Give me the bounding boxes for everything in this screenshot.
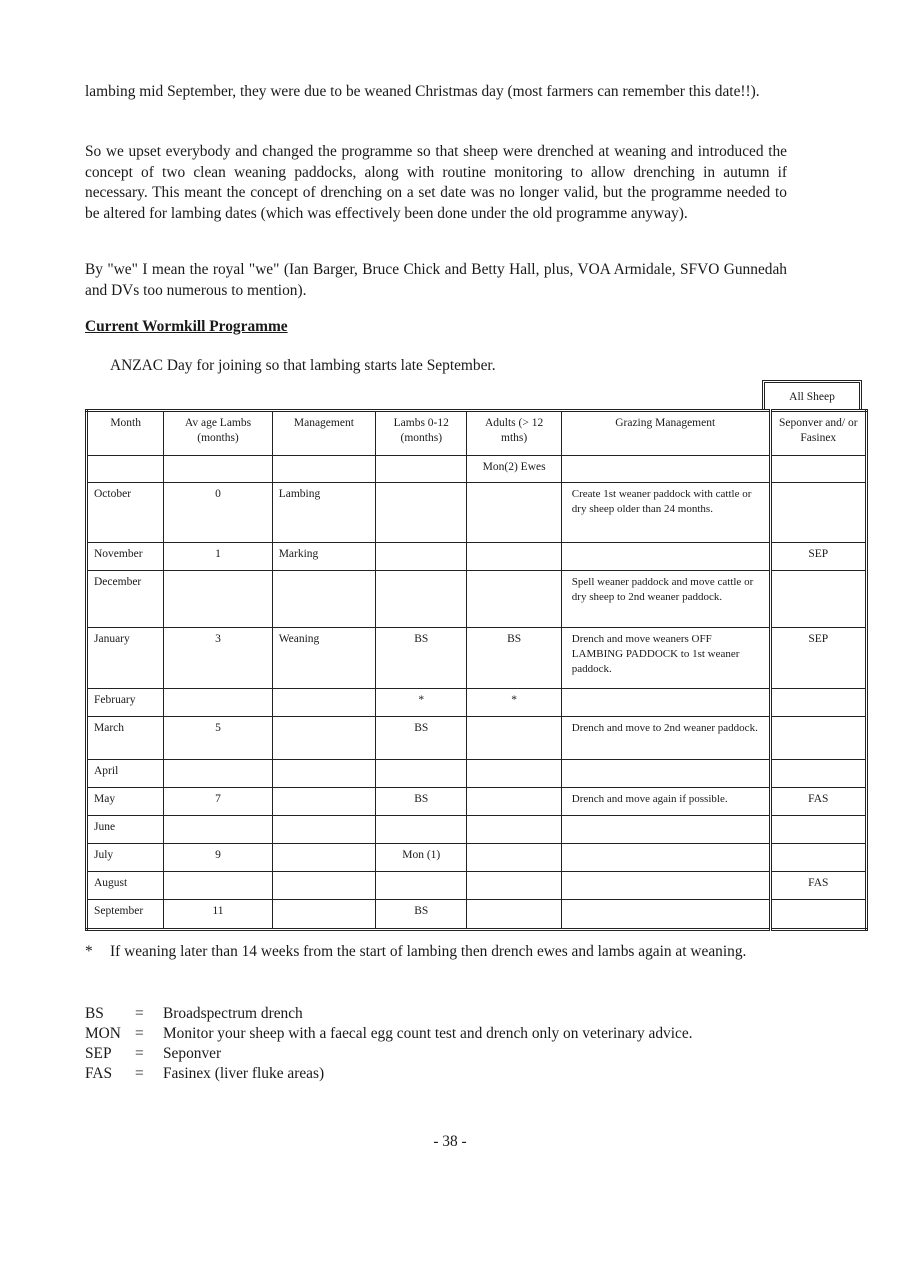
cell-adults	[467, 816, 561, 844]
cell-lambs	[376, 483, 467, 543]
cell-month: December	[87, 571, 164, 628]
legend-description: Fasinex (liver fluke areas)	[163, 1065, 325, 1082]
legend-description: Broadspectrum drench	[163, 1005, 303, 1022]
table-row	[87, 872, 867, 900]
cell-management: Marking	[272, 543, 375, 571]
cell-age: 7	[164, 788, 272, 816]
cell-month: July	[87, 844, 164, 872]
cell-adults	[467, 788, 561, 816]
cell-month: March	[87, 717, 164, 760]
header-management: Management	[272, 411, 375, 456]
table-cell	[770, 456, 866, 483]
cell-grazing	[561, 543, 770, 571]
cell-lambs: Mon (1)	[376, 844, 467, 872]
cell-lambs: BS	[376, 628, 467, 689]
table-cell	[376, 456, 467, 483]
cell-age	[164, 689, 272, 717]
cell-lambs: BS	[376, 788, 467, 816]
cell-seponver	[770, 571, 866, 628]
cell-grazing: Drench and move to 2nd weaner paddock.	[561, 717, 770, 760]
table-cell	[87, 456, 164, 483]
cell-seponver	[770, 816, 866, 844]
cell-grazing: Drench and move weaners OFF LAMBING PADDOCK to 1st weaner paddock.	[561, 628, 770, 689]
legend-abbr: BS	[85, 1005, 104, 1022]
cell-month: January	[87, 628, 164, 689]
cell-month: November	[87, 543, 164, 571]
abbreviation-legend	[85, 1004, 693, 1084]
footnote-star: *	[85, 943, 93, 960]
table-row	[87, 717, 867, 760]
table-row	[87, 788, 867, 816]
cell-seponver: FAS	[770, 872, 866, 900]
cell-adults: BS	[467, 628, 561, 689]
cell-grazing: Create 1st weaner paddock with cattle or dry sheep older than 24 months.	[561, 483, 770, 543]
cell-management	[272, 760, 375, 788]
all-sheep-header: All Sheep	[762, 380, 862, 410]
cell-age	[164, 816, 272, 844]
cell-lambs: BS	[376, 717, 467, 760]
legend-description: Seponver	[163, 1045, 222, 1062]
table-cell	[272, 456, 375, 483]
cell-lambs: *	[376, 689, 467, 717]
paragraph-royal-we: By "we" I mean the royal "we" (Ian Barger, Bruce Chick and Betty Hall, plus, VOA Armidale, SFVO Gunnedah and DVs too numerous to mention).	[85, 261, 787, 299]
cell-adults	[467, 571, 561, 628]
legend-description: Monitor your sheep with a faecal egg count test and drench only on veterinary advice.	[163, 1025, 693, 1042]
wormkill-programme-table	[85, 409, 868, 931]
legend-equals: =	[135, 1005, 144, 1022]
legend-abbr: FAS	[85, 1065, 113, 1082]
cell-month: May	[87, 788, 164, 816]
footnote	[85, 942, 787, 963]
table-row	[87, 816, 867, 844]
cell-management	[272, 872, 375, 900]
legend-equals: =	[135, 1065, 144, 1082]
legend-abbr: SEP	[85, 1045, 112, 1062]
cell-age: 9	[164, 844, 272, 872]
legend-item	[85, 1004, 693, 1024]
cell-age	[164, 760, 272, 788]
cell-month: August	[87, 872, 164, 900]
table-row	[87, 571, 867, 628]
cell-seponver	[770, 760, 866, 788]
cell-adults: *	[467, 689, 561, 717]
cell-lambs	[376, 543, 467, 571]
cell-lambs	[376, 760, 467, 788]
cell-seponver: SEP	[770, 543, 866, 571]
cell-grazing	[561, 816, 770, 844]
cell-management	[272, 900, 375, 930]
cell-lambs	[376, 872, 467, 900]
cell-adults	[467, 543, 561, 571]
subheader-adults: Mon(2) Ewes	[467, 456, 561, 483]
cell-grazing: Drench and move again if possible.	[561, 788, 770, 816]
cell-grazing: Spell weaner paddock and move cattle or dry sheep to 2nd weaner paddock.	[561, 571, 770, 628]
table-row	[87, 760, 867, 788]
legend-item	[85, 1044, 693, 1064]
page-number: - 38 -	[433, 1133, 467, 1150]
cell-lambs: BS	[376, 900, 467, 930]
cell-adults	[467, 483, 561, 543]
cell-management	[272, 844, 375, 872]
cell-grazing	[561, 844, 770, 872]
cell-grazing	[561, 900, 770, 930]
cell-management	[272, 571, 375, 628]
cell-management: Lambing	[272, 483, 375, 543]
cell-age: 1	[164, 543, 272, 571]
footnote-text: If weaning later than 14 weeks from the start of lambing then drench ewes and lambs again at weaning.	[110, 943, 747, 960]
header-seponver: Seponver and/ or Fasinex	[770, 411, 866, 456]
cell-management	[272, 717, 375, 760]
header-month: Month	[87, 411, 164, 456]
cell-month: April	[87, 760, 164, 788]
intro-text: ANZAC Day for joining so that lambing starts late September.	[110, 357, 496, 374]
table-row	[87, 483, 867, 543]
section-heading: Current Wormkill Programme	[85, 318, 288, 335]
cell-age: 3	[164, 628, 272, 689]
cell-age: 5	[164, 717, 272, 760]
table-row	[87, 689, 867, 717]
cell-seponver: FAS	[770, 788, 866, 816]
table-subheader-row	[87, 456, 867, 483]
paragraph-programme-change: So we upset everybody and changed the programme so that sheep were drenched at weaning and introduced the concept of two clean weaning paddocks, along with routine monitoring to allow drenching in autumn if necessary. This meant the concept of drenching on a set date was no longer valid, but the programme needed to be altered for lambing dates (which was effectively been done under the old programme anyway).	[85, 143, 787, 222]
cell-seponver	[770, 689, 866, 717]
table-row	[87, 900, 867, 930]
cell-month: October	[87, 483, 164, 543]
cell-management: Weaning	[272, 628, 375, 689]
paragraph-lambing-weaning: lambing mid September, they were due to be weaned Christmas day (most farmers can remember this date!!).	[85, 83, 760, 100]
cell-seponver: SEP	[770, 628, 866, 689]
cell-management	[272, 816, 375, 844]
header-lambs: Lambs 0-12 (months)	[376, 411, 467, 456]
cell-adults	[467, 900, 561, 930]
legend-abbr: MON	[85, 1025, 121, 1042]
cell-month: February	[87, 689, 164, 717]
cell-seponver	[770, 717, 866, 760]
legend-equals: =	[135, 1025, 144, 1042]
cell-lambs	[376, 816, 467, 844]
table-cell	[561, 456, 770, 483]
cell-management	[272, 689, 375, 717]
cell-age	[164, 872, 272, 900]
cell-lambs	[376, 571, 467, 628]
cell-month: June	[87, 816, 164, 844]
cell-month: September	[87, 900, 164, 930]
cell-management	[272, 788, 375, 816]
legend-equals: =	[135, 1045, 144, 1062]
header-grazing: Grazing Management	[561, 411, 770, 456]
cell-grazing	[561, 689, 770, 717]
table-row	[87, 543, 867, 571]
legend-item	[85, 1024, 693, 1044]
legend-item	[85, 1064, 693, 1084]
header-adults: Adults (> 12 mths)	[467, 411, 561, 456]
cell-grazing	[561, 760, 770, 788]
table-row	[87, 628, 867, 689]
table-cell	[164, 456, 272, 483]
table-row	[87, 844, 867, 872]
cell-adults	[467, 717, 561, 760]
cell-seponver	[770, 483, 866, 543]
cell-seponver	[770, 900, 866, 930]
cell-adults	[467, 872, 561, 900]
cell-adults	[467, 760, 561, 788]
cell-seponver	[770, 844, 866, 872]
cell-age: 11	[164, 900, 272, 930]
cell-grazing	[561, 872, 770, 900]
header-age: Av age Lambs (months)	[164, 411, 272, 456]
cell-age: 0	[164, 483, 272, 543]
table-header-row	[87, 411, 867, 456]
cell-age	[164, 571, 272, 628]
cell-adults	[467, 844, 561, 872]
